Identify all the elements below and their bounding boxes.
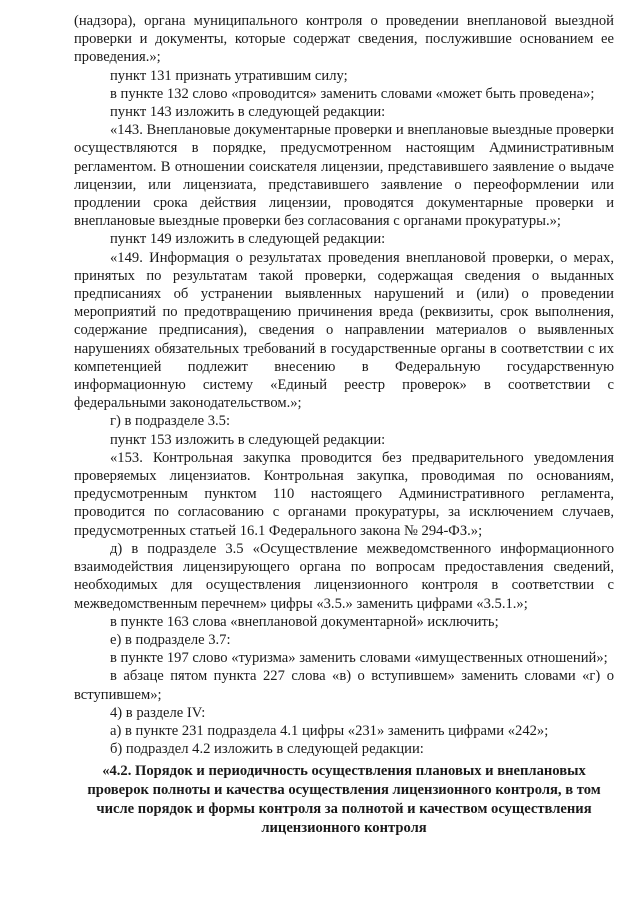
paragraph-item-131: пункт 131 признать утратившим силу;	[110, 67, 348, 84]
paragraph-item-132: в пункте 132 слово «проводится» заменить словами «может быть проведена»;	[110, 85, 595, 102]
paragraph-continuation: (надзора), органа муниципального контроля о проведении внеплановой выездной проверки и документы, которые содержат сведения, послужившие основанием ее проведения.»;	[74, 13, 614, 66]
paragraph-subsection-3-5: г) в подразделе 3.5:	[110, 413, 231, 430]
paragraph-subsection-4-2-intro: б) подраздел 4.2 изложить в следующей редакции:	[110, 741, 424, 758]
document-body	[74, 12, 614, 838]
paragraph-item-153-text: «153. Контрольная закупка проводится без предварительного уведомления проверяемых лицензиатов. Контрольная закупка, проводимая по основаниям, предусмотренным пунктом 110 настоящего Административного регламента, проводится по согласованию с органами прокуратуры, за исключением случаев, предусмотренных статьей 16.1 Федерального закона № 294-ФЗ.»;	[74, 449, 614, 539]
section-heading: «4.2. Порядок и периодичность осуществления плановых и внеплановых проверок полноты и качества осуществления лицензионного контроля, в том числе порядок и формы контроля за полнотой и качеством осуществления лицензионного контроля	[87, 763, 601, 837]
paragraph-item-163: в пункте 163 слова «внеплановой документарной» исключить;	[110, 613, 499, 630]
paragraph-item-227: в абзаце пятом пункта 227 слова «в) о вступившем» заменить словами «г) о вступившем»;	[74, 668, 614, 703]
paragraph-subsection-3-7: е) в подразделе 3.7:	[110, 631, 231, 648]
paragraph-subsection-3-5-d: д) в подразделе 3.5 «Осуществление межведомственного информационного взаимодействия лицензирующего органа по вопросам предоставления сведений, необходимых для осуществления лицензионного контроля в соответствии с межведомственным перечнем» цифры «3.5.» заменить цифрами «3.5.1.»;	[74, 540, 614, 612]
paragraph-item-231: а) в пункте 231 подраздела 4.1 цифры «231» заменить цифрами «242»;	[110, 722, 549, 739]
paragraph-section-iv: 4) в разделе IV:	[110, 704, 206, 721]
paragraph-item-143-intro: пункт 143 изложить в следующей редакции:	[110, 104, 386, 121]
paragraph-item-149-text: «149. Информация о результатах проведения внеплановой проверки, о мерах, принятых по результатам такой проверки, содержащая сведения о выданных предписаниях об устранении выявленных нарушений и (или) о проведении мероприятий по предотвращению причинения вреда (реквизиты, срок выполнения, содержание предписания), сведения о направлении материалов о выявленных нарушениях обязательных требований в государственные органы в соответствии с их компетенцией подлежит внесению в Федеральную государственную информационную систему «Единый реестр проверок» в соответствии с федеральными законодательством.»;	[74, 249, 614, 412]
paragraph-item-153-intro: пункт 153 изложить в следующей редакции:	[110, 431, 386, 448]
paragraph-item-149-intro: пункт 149 изложить в следующей редакции:	[110, 231, 386, 248]
paragraph-item-143-text: «143. Внеплановые документарные проверки и внеплановые выездные проверки осуществляются в порядке, предусмотренном настоящим Административным регламентом. В отношении соискателя лицензии, представившего заявление о выдаче лицензии, или лицензиата, представившего заявление о переоформлении или продлении срока действия лицензии, проводятся документарные проверки и внеплановые выездные проверки без согласования с органами прокуратуры.»;	[74, 122, 614, 230]
paragraph-item-197: в пункте 197 слово «туризма» заменить словами «имущественных отношений»;	[110, 650, 608, 667]
